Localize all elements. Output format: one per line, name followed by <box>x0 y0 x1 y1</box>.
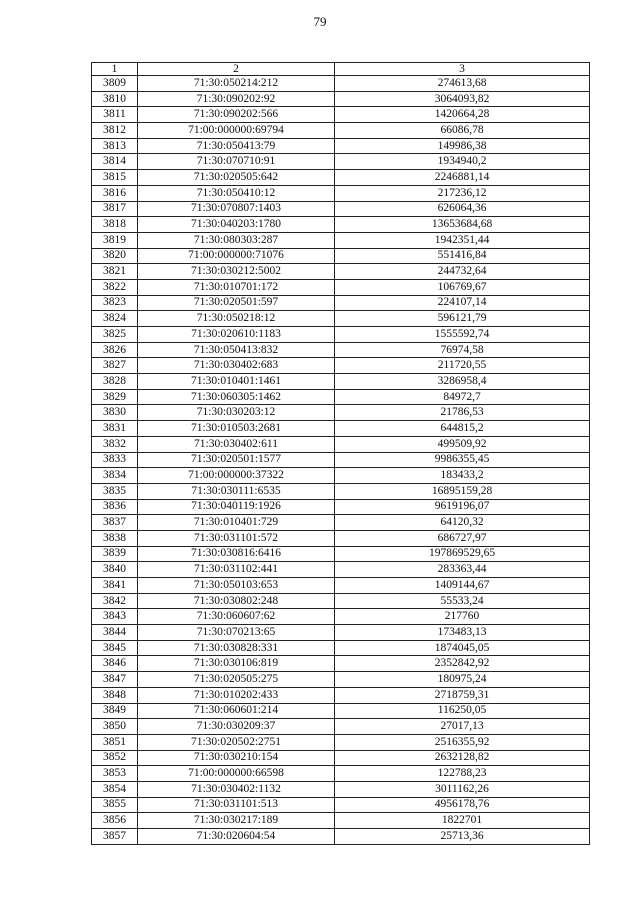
registry-table <box>91 62 590 845</box>
table-row <box>92 625 590 641</box>
row-number-cell: 3848 <box>92 687 138 703</box>
table-row <box>92 515 590 531</box>
cadastral-number-cell: 71:30:030106:819 <box>138 656 335 672</box>
row-number-cell: 3853 <box>92 766 138 782</box>
table-row <box>92 91 590 107</box>
value-cell: 66086,78 <box>335 123 590 139</box>
value-cell: 1409144,67 <box>335 578 590 594</box>
table-row <box>92 138 590 154</box>
table-row <box>92 593 590 609</box>
table-row <box>92 342 590 358</box>
cadastral-number-cell: 71:30:030402:1132 <box>138 781 335 797</box>
table-row <box>92 201 590 217</box>
cadastral-number-cell: 71:30:010701:172 <box>138 279 335 295</box>
value-cell: 211720,55 <box>335 358 590 374</box>
table-row <box>92 452 590 468</box>
cadastral-number-cell: 71:30:020505:275 <box>138 672 335 688</box>
table-row <box>92 264 590 280</box>
table-row <box>92 530 590 546</box>
row-number-cell: 3851 <box>92 734 138 750</box>
cadastral-number-cell: 71:30:030212:5002 <box>138 264 335 280</box>
value-cell: 106769,67 <box>335 279 590 295</box>
row-number-cell: 3822 <box>92 279 138 295</box>
table-row <box>92 154 590 170</box>
cadastral-number-cell: 71:00:000000:66598 <box>138 766 335 782</box>
value-cell: 626064,36 <box>335 201 590 217</box>
header-row <box>92 63 590 76</box>
value-cell: 3011162,26 <box>335 781 590 797</box>
row-number-cell: 3837 <box>92 515 138 531</box>
row-number-cell: 3852 <box>92 750 138 766</box>
value-cell: 25713,36 <box>335 829 590 845</box>
table-row <box>92 217 590 233</box>
row-number-cell: 3831 <box>92 421 138 437</box>
cadastral-number-cell: 71:30:050214:212 <box>138 76 335 92</box>
cadastral-number-cell: 71:30:050218:12 <box>138 311 335 327</box>
value-cell: 2718759,31 <box>335 687 590 703</box>
value-cell: 13653684,68 <box>335 217 590 233</box>
cadastral-number-cell: 71:30:010503:2681 <box>138 421 335 437</box>
table-row <box>92 656 590 672</box>
row-number-cell: 3830 <box>92 405 138 421</box>
table-row <box>92 279 590 295</box>
value-cell: 1874045,05 <box>335 640 590 656</box>
table-row <box>92 562 590 578</box>
value-cell: 183433,2 <box>335 468 590 484</box>
cadastral-number-cell: 71:30:030111:6535 <box>138 483 335 499</box>
cadastral-number-cell: 71:30:020610:1183 <box>138 327 335 343</box>
value-cell: 173483,13 <box>335 625 590 641</box>
row-number-cell: 3823 <box>92 295 138 311</box>
table-row <box>92 468 590 484</box>
table-row <box>92 546 590 562</box>
value-cell: 9619196,07 <box>335 499 590 515</box>
row-number-cell: 3833 <box>92 452 138 468</box>
value-cell: 64120,32 <box>335 515 590 531</box>
row-number-cell: 3824 <box>92 311 138 327</box>
row-number-cell: 3829 <box>92 389 138 405</box>
value-cell: 2246881,14 <box>335 170 590 186</box>
table-row <box>92 719 590 735</box>
cadastral-number-cell: 71:30:020502:2751 <box>138 734 335 750</box>
value-cell: 499509,92 <box>335 436 590 452</box>
value-cell: 16895159,28 <box>335 483 590 499</box>
cadastral-number-cell: 71:30:060601:214 <box>138 703 335 719</box>
value-cell: 9986355,45 <box>335 452 590 468</box>
table-row <box>92 421 590 437</box>
value-cell: 76974,58 <box>335 342 590 358</box>
value-cell: 197869529,65 <box>335 546 590 562</box>
value-cell: 122788,23 <box>335 766 590 782</box>
value-cell: 644815,2 <box>335 421 590 437</box>
column-header-2: 2 <box>138 63 335 76</box>
row-number-cell: 3828 <box>92 374 138 390</box>
column-header-1: 1 <box>92 63 138 76</box>
cadastral-number-cell: 71:30:030828:331 <box>138 640 335 656</box>
row-number-cell: 3819 <box>92 232 138 248</box>
cadastral-number-cell: 71:00:000000:71076 <box>138 248 335 264</box>
row-number-cell: 3818 <box>92 217 138 233</box>
cadastral-number-cell: 71:30:031101:513 <box>138 797 335 813</box>
row-number-cell: 3817 <box>92 201 138 217</box>
table-row <box>92 499 590 515</box>
table-header <box>92 63 590 76</box>
value-cell: 3286958,4 <box>335 374 590 390</box>
row-number-cell: 3810 <box>92 91 138 107</box>
table-row <box>92 672 590 688</box>
cadastral-number-cell: 71:30:030402:683 <box>138 358 335 374</box>
value-cell: 84972,7 <box>335 389 590 405</box>
value-cell: 1942351,44 <box>335 232 590 248</box>
row-number-cell: 3827 <box>92 358 138 374</box>
cadastral-number-cell: 71:30:020501:1577 <box>138 452 335 468</box>
value-cell: 217760 <box>335 609 590 625</box>
cadastral-number-cell: 71:30:020505:642 <box>138 170 335 186</box>
cadastral-number-cell: 71:30:050413:832 <box>138 342 335 358</box>
cadastral-number-cell: 71:30:020604:54 <box>138 829 335 845</box>
row-number-cell: 3854 <box>92 781 138 797</box>
value-cell: 1822701 <box>335 813 590 829</box>
cadastral-number-cell: 71:00:000000:37322 <box>138 468 335 484</box>
value-cell: 1420664,28 <box>335 107 590 123</box>
row-number-cell: 3841 <box>92 578 138 594</box>
cadastral-number-cell: 71:30:030402:611 <box>138 436 335 452</box>
row-number-cell: 3821 <box>92 264 138 280</box>
row-number-cell: 3843 <box>92 609 138 625</box>
cadastral-number-cell: 71:30:010401:729 <box>138 515 335 531</box>
value-cell: 55533,24 <box>335 593 590 609</box>
table-row <box>92 483 590 499</box>
row-number-cell: 3842 <box>92 593 138 609</box>
cadastral-number-cell: 71:30:020501:597 <box>138 295 335 311</box>
table-row <box>92 311 590 327</box>
table-row <box>92 750 590 766</box>
row-number-cell: 3835 <box>92 483 138 499</box>
value-cell: 2516355,92 <box>335 734 590 750</box>
table-row <box>92 295 590 311</box>
cadastral-number-cell: 71:30:070807:1403 <box>138 201 335 217</box>
cadastral-number-cell: 71:30:010401:1461 <box>138 374 335 390</box>
table-row <box>92 76 590 92</box>
row-number-cell: 3813 <box>92 138 138 154</box>
table-row <box>92 687 590 703</box>
value-cell: 116250,05 <box>335 703 590 719</box>
value-cell: 244732,64 <box>335 264 590 280</box>
table-row <box>92 640 590 656</box>
row-number-cell: 3839 <box>92 546 138 562</box>
row-number-cell: 3844 <box>92 625 138 641</box>
cadastral-number-cell: 71:30:050410:12 <box>138 185 335 201</box>
cadastral-number-cell: 71:30:070710:91 <box>138 154 335 170</box>
value-cell: 283363,44 <box>335 562 590 578</box>
table-row <box>92 436 590 452</box>
cadastral-number-cell: 71:30:010202:433 <box>138 687 335 703</box>
table-body <box>92 76 590 845</box>
cadastral-number-cell: 71:30:060607:62 <box>138 609 335 625</box>
table-row <box>92 829 590 845</box>
cadastral-number-cell: 71:30:070213:65 <box>138 625 335 641</box>
table-row <box>92 405 590 421</box>
value-cell: 551416,84 <box>335 248 590 264</box>
value-cell: 224107,14 <box>335 295 590 311</box>
value-cell: 686727,97 <box>335 530 590 546</box>
table-row <box>92 327 590 343</box>
table-row <box>92 703 590 719</box>
cadastral-number-cell: 71:30:030209:37 <box>138 719 335 735</box>
row-number-cell: 3856 <box>92 813 138 829</box>
row-number-cell: 3855 <box>92 797 138 813</box>
value-cell: 1555592,74 <box>335 327 590 343</box>
cadastral-number-cell: 71:00:000000:69794 <box>138 123 335 139</box>
value-cell: 1934940,2 <box>335 154 590 170</box>
table-row <box>92 248 590 264</box>
cadastral-number-cell: 71:30:040119:1926 <box>138 499 335 515</box>
cadastral-number-cell: 71:30:030802:248 <box>138 593 335 609</box>
value-cell: 3064093,82 <box>335 91 590 107</box>
row-number-cell: 3836 <box>92 499 138 515</box>
row-number-cell: 3838 <box>92 530 138 546</box>
row-number-cell: 3811 <box>92 107 138 123</box>
row-number-cell: 3812 <box>92 123 138 139</box>
cadastral-number-cell: 71:30:090202:566 <box>138 107 335 123</box>
table-row <box>92 185 590 201</box>
row-number-cell: 3845 <box>92 640 138 656</box>
page-number: 79 <box>313 14 327 29</box>
row-number-cell: 3846 <box>92 656 138 672</box>
row-number-cell: 3840 <box>92 562 138 578</box>
value-cell: 2632128,82 <box>335 750 590 766</box>
cadastral-number-cell: 71:30:050103:653 <box>138 578 335 594</box>
value-cell: 21786,53 <box>335 405 590 421</box>
row-number-cell: 3834 <box>92 468 138 484</box>
cadastral-number-cell: 71:30:030217:189 <box>138 813 335 829</box>
cadastral-number-cell: 71:30:040203:1780 <box>138 217 335 233</box>
value-cell: 2352842,92 <box>335 656 590 672</box>
row-number-cell: 3809 <box>92 76 138 92</box>
row-number-cell: 3850 <box>92 719 138 735</box>
cadastral-number-cell: 71:30:030816:6416 <box>138 546 335 562</box>
row-number-cell: 3826 <box>92 342 138 358</box>
cadastral-number-cell: 71:30:080303:287 <box>138 232 335 248</box>
row-number-cell: 3832 <box>92 436 138 452</box>
table-row <box>92 578 590 594</box>
value-cell: 149986,38 <box>335 138 590 154</box>
row-number-cell: 3825 <box>92 327 138 343</box>
cadastral-number-cell: 71:30:031101:572 <box>138 530 335 546</box>
table-row <box>92 358 590 374</box>
row-number-cell: 3820 <box>92 248 138 264</box>
table-row <box>92 813 590 829</box>
value-cell: 4956178,76 <box>335 797 590 813</box>
table-row <box>92 781 590 797</box>
row-number-cell: 3816 <box>92 185 138 201</box>
row-number-cell: 3847 <box>92 672 138 688</box>
row-number-cell: 3815 <box>92 170 138 186</box>
value-cell: 596121,79 <box>335 311 590 327</box>
table-row <box>92 609 590 625</box>
table-row <box>92 232 590 248</box>
value-cell: 217236,12 <box>335 185 590 201</box>
value-cell: 27017,13 <box>335 719 590 735</box>
row-number-cell: 3857 <box>92 829 138 845</box>
cadastral-number-cell: 71:30:031102:441 <box>138 562 335 578</box>
value-cell: 180975,24 <box>335 672 590 688</box>
table-row <box>92 170 590 186</box>
table-row <box>92 797 590 813</box>
table-row <box>92 734 590 750</box>
row-number-cell: 3814 <box>92 154 138 170</box>
table-row <box>92 123 590 139</box>
cadastral-number-cell: 71:30:090202:92 <box>138 91 335 107</box>
column-header-3: 3 <box>335 63 590 76</box>
cadastral-number-cell: 71:30:030203:12 <box>138 405 335 421</box>
table-row <box>92 389 590 405</box>
row-number-cell: 3849 <box>92 703 138 719</box>
table-row <box>92 107 590 123</box>
table-row <box>92 766 590 782</box>
cadastral-number-cell: 71:30:060305:1462 <box>138 389 335 405</box>
table-row <box>92 374 590 390</box>
cadastral-number-cell: 71:30:030210:154 <box>138 750 335 766</box>
value-cell: 274613,68 <box>335 76 590 92</box>
cadastral-number-cell: 71:30:050413:79 <box>138 138 335 154</box>
